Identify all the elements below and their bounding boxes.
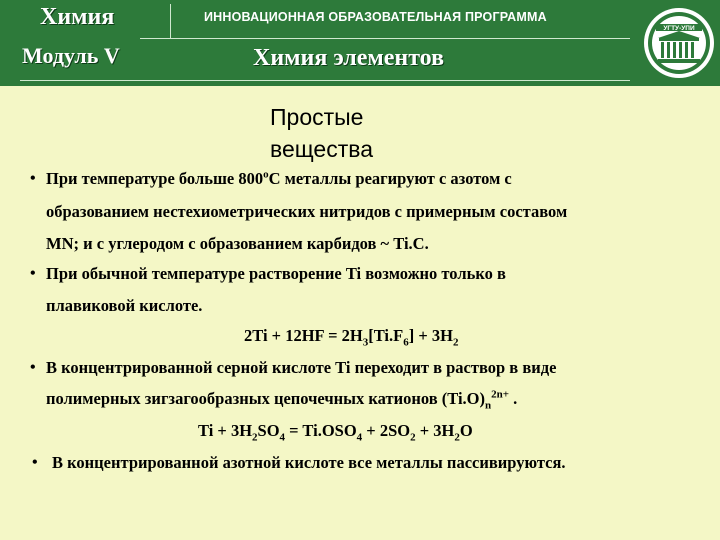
text-segment: полимерных зигзагообразных цепочечных катионов (Ti.O) [46,389,485,408]
text-segment: При температуре больше 800 [46,169,264,188]
subscript: 2 [252,431,258,444]
bullet-3-line-2 [46,388,518,412]
equation-2 [198,421,473,444]
bullet-3-line-1: В концентрированной серной кислоте Ti переходит в раствор в виде [46,358,557,377]
subscript: 2 [454,431,460,444]
header-divider [20,80,630,81]
subscript: 4 [279,431,286,444]
header-topic: Химия элементов [253,45,445,71]
bullet-marker: • [30,359,36,376]
text-segment: ] + 3H [408,326,453,345]
subscript: n [484,399,492,412]
superscript: 2n+ [491,388,509,401]
text-segment: SO [257,421,280,440]
header-divider [170,4,171,38]
bullet-marker: • [30,265,36,282]
bullet-2-line-2: плавиковой кислоте. [46,296,203,315]
text-segment: [Ti.F [368,326,404,345]
subscript: 3 [362,336,369,349]
bullet-1-line-2: образованием нестехиометрических нитридов с примерным составом [46,202,568,221]
bullet-2-line-1: При обычной температуре растворение Ti возможно только в [46,264,506,283]
superscript: о [263,168,269,181]
logo-text: УГТУ-УПИ [663,25,695,32]
text-segment: . [509,389,518,408]
slide-title-line: Простые [270,104,364,130]
slide-title-line: вещества [270,136,373,162]
bullet-4-line-1: В концентрированной азотной кислоте все металлы пассивируются. [52,453,566,472]
text-segment: = Ti.OSO [285,421,357,440]
bullet-1-line-1 [46,169,512,189]
header-program: ИННОВАЦИОННАЯ ОБРАЗОВАТЕЛЬНАЯ ПРОГРАММА [204,10,547,24]
subscript: 4 [356,431,363,444]
text-segment: С металлы реагируют с азотом с [268,169,512,188]
text-segment: + 2SO [362,421,411,440]
university-logo [642,4,716,82]
text-segment: O [459,421,473,440]
text-segment: 2Ti + 12HF = 2H [244,326,363,345]
equation-1 [244,326,459,349]
bullet-marker: • [32,454,38,471]
bullet-1-line-3: MN; и с углеродом с образованием карбидов ~ Ti.C. [46,234,429,253]
header-band [0,0,720,86]
header-subject: Химия [40,4,115,30]
bullet-marker: • [30,170,36,187]
text-segment: + 3H [415,421,455,440]
text-segment: Ti + 3H [198,421,253,440]
header-divider [140,38,630,39]
subscript: 2 [410,431,416,444]
subscript: 2 [452,336,459,349]
subscript: 6 [403,336,409,349]
header-module: Модуль V [22,43,120,68]
slide-title [270,101,373,165]
